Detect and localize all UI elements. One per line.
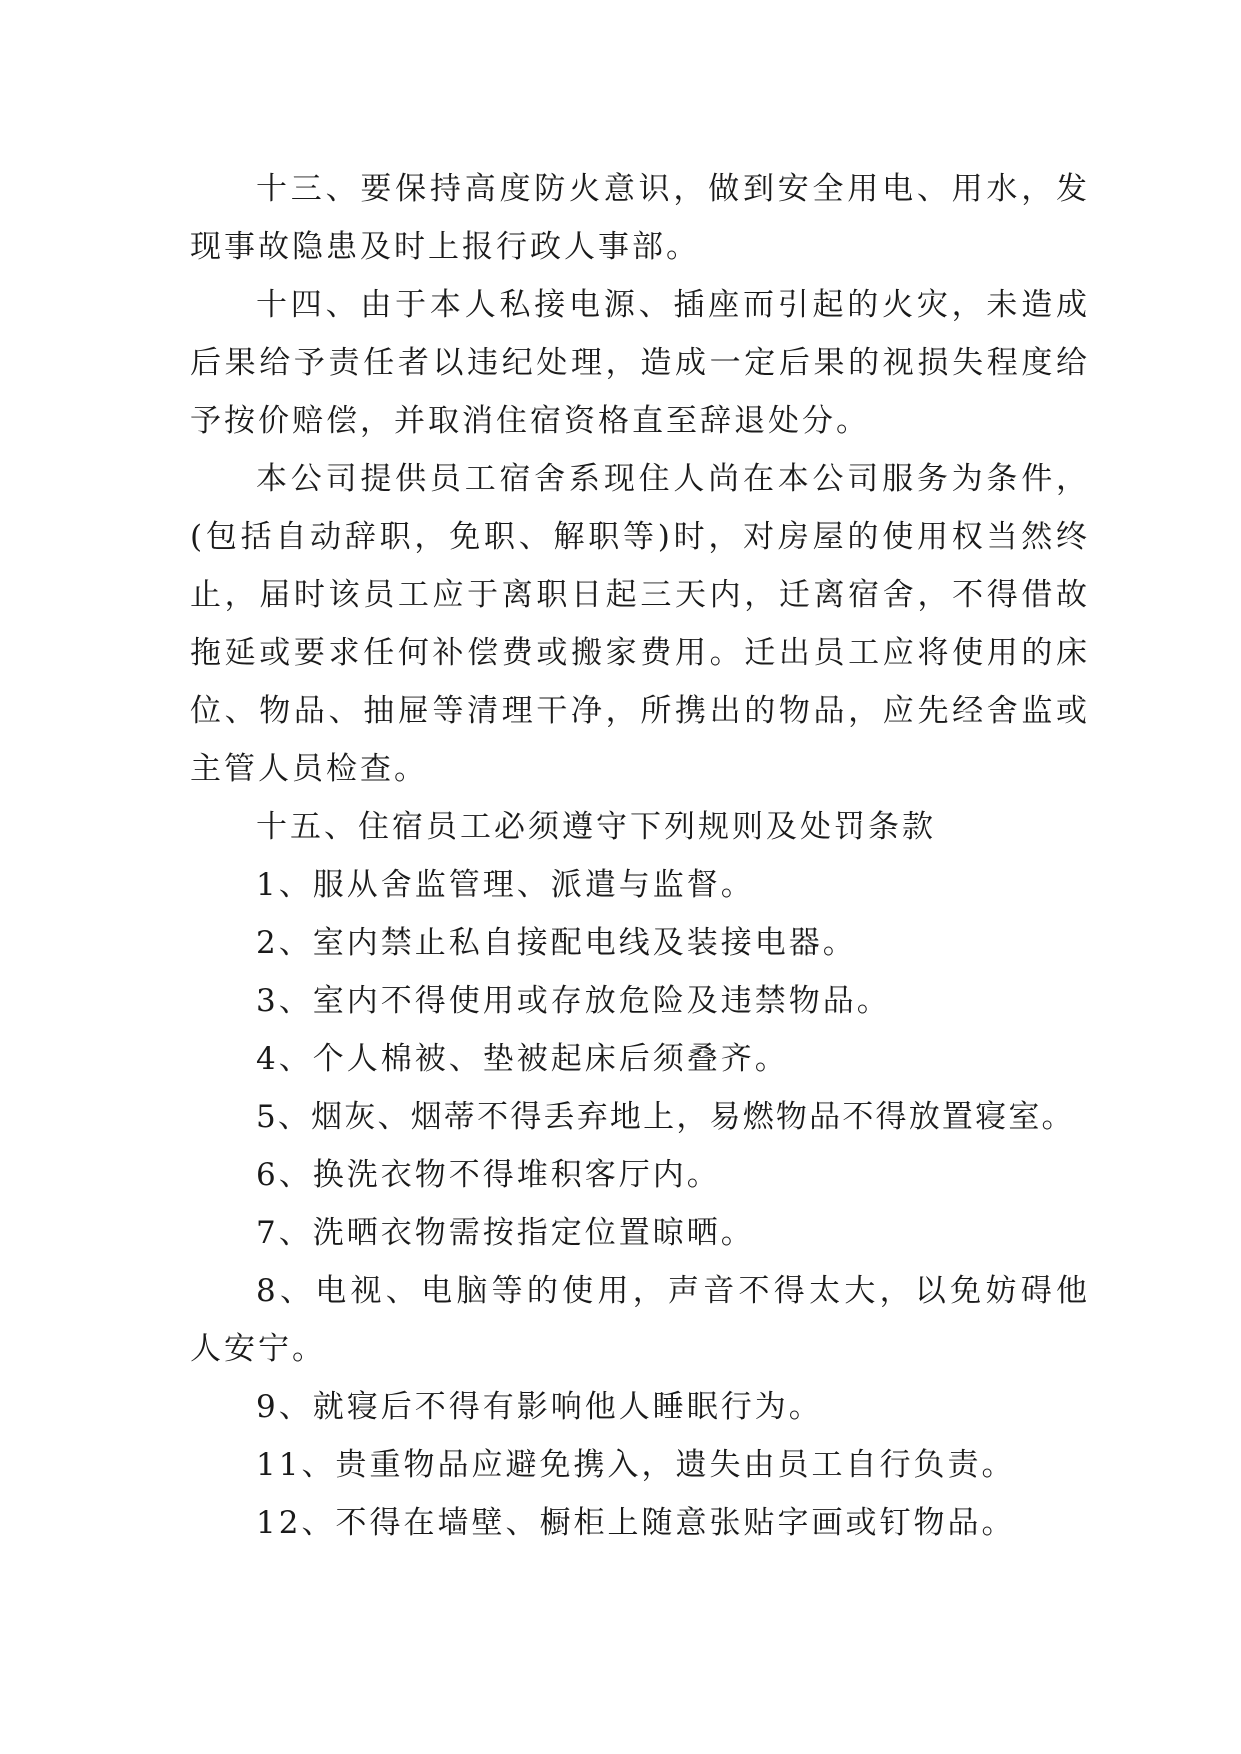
paragraph-15-rules-heading: 十五、住宿员工必须遵守下列规则及处罚条款 xyxy=(256,809,936,845)
paragraph-13-fire-safety: 十三、要保持高度防火意识，做到安全用电、用水，发现事故隐患及时上报行政人事部。 xyxy=(190,171,1090,265)
paragraph-dormitory-terms: 本公司提供员工宿舍系现住人尚在本公司服务为条件，(包括自动辞职，免职、解职等)时，对房屋的使用权当然终止，届时该员工应于离职日起三天内，迁离宿舍，不得借故拖延或要求任何补偿费或搬家费用。迁出员工应将使用的床位、物品、抽屉等清理干净，所携出的物品，应先经舍监或主管人员检查。 xyxy=(190,461,1090,787)
rule-item-7: 7、洗晒衣物需按指定位置晾晒。 xyxy=(256,1215,755,1251)
rule-item-6: 6、换洗衣物不得堆积客厅内。 xyxy=(256,1157,721,1193)
rule-item-3: 3、室内不得使用或存放危险及违禁物品。 xyxy=(256,983,891,1019)
rule-item-8: 8、电视、电脑等的使用，声音不得太大，以免妨碍他人安宁。 xyxy=(190,1273,1090,1367)
rule-item-1: 1、服从舍监管理、派遣与监督。 xyxy=(256,867,755,903)
document-body xyxy=(190,160,1090,1552)
rule-item-5: 5、烟灰、烟蒂不得丢弃地上，易燃物品不得放置寝室。 xyxy=(256,1099,1075,1135)
rule-item-11: 11、贵重物品应避免携入，遗失由员工自行负责。 xyxy=(256,1447,1016,1483)
paragraph-14-private-wiring: 十四、由于本人私接电源、插座而引起的火灾，未造成后果给予责任者以违纪处理，造成一定后果的视损失程度给予按价赔偿，并取消住宿资格直至辞退处分。 xyxy=(190,287,1090,439)
rule-item-12: 12、不得在墙壁、橱柜上随意张贴字画或钉物品。 xyxy=(256,1505,1016,1541)
rule-item-4: 4、个人棉被、垫被起床后须叠齐。 xyxy=(256,1041,789,1077)
rule-item-9: 9、就寝后不得有影响他人睡眠行为。 xyxy=(256,1389,823,1425)
rule-item-2: 2、室内禁止私自接配电线及装接电器。 xyxy=(256,925,857,961)
